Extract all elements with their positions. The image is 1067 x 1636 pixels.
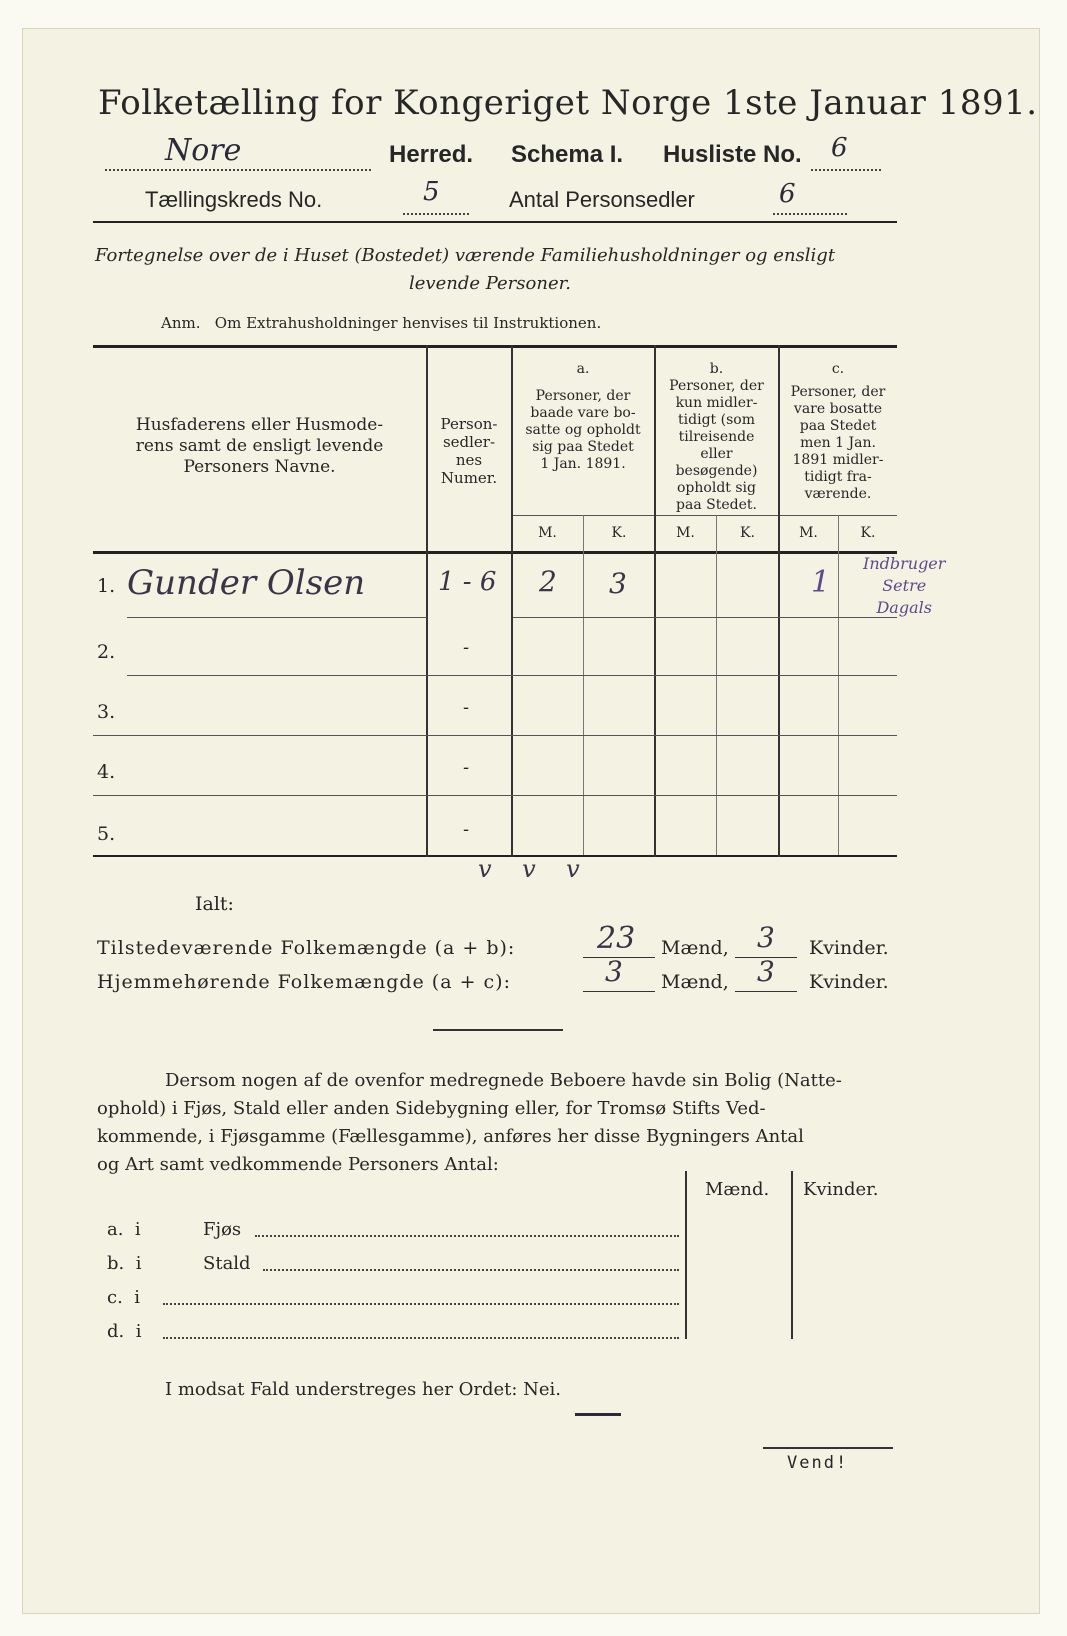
kvinder-column-head: Kvinder. xyxy=(803,1179,879,1200)
col-c-m: M. xyxy=(799,525,818,541)
col-b-m: M. xyxy=(676,525,695,541)
antal-label: Antal Personsedler xyxy=(509,187,695,212)
schema-label: Schema I. xyxy=(511,141,624,168)
herred-field xyxy=(105,133,371,171)
intro-line1: Fortegnelse over de i Huset (Bostedet) værende Familiehusholdninger og ensligt xyxy=(95,245,836,266)
person-name: Gunder Olsen xyxy=(127,563,366,603)
hjemme-kvinder: 3 xyxy=(757,955,775,988)
table-row: 1. Gunder Olsen 1 - 6 2 3 1 Indbruger Setre Dagals xyxy=(97,554,946,617)
nei-underline xyxy=(575,1413,621,1416)
tilstede-label: Tilstedeværende Folkemængde (a + b): xyxy=(97,937,516,959)
form-title: Folketælling for Kongeriget Norge 1ste Januar 1891. xyxy=(98,83,1038,123)
herred-value: Nore xyxy=(165,133,242,168)
col-name-header: Husfaderens eller Husmode- rens samt de ensligt levende Personers Navne. xyxy=(135,415,384,477)
vend-label: Vend! xyxy=(787,1453,849,1473)
ialt-label: Ialt: xyxy=(195,893,234,915)
col-num-header: Person- sedler- nes Numer. xyxy=(440,415,498,487)
header-rule xyxy=(93,221,897,223)
antal-field xyxy=(773,179,847,215)
divider xyxy=(433,1029,563,1031)
col-a-header: a. Personer, der baade vare bo- satte og opholdt sig paa Stedet 1 Jan. 1891. xyxy=(525,361,641,472)
kreds-field xyxy=(403,177,469,215)
anm-note: Anm. Om Extrahusholdninger henvises til Instruktionen. xyxy=(161,314,602,332)
col-c-header: c. Personer, der vare bosatte paa Stedet men 1 Jan. 1891 midler- tidigt fra- værende. xyxy=(790,361,886,502)
table-row: 2. - xyxy=(93,627,897,687)
antal-value: 6 xyxy=(779,179,796,209)
table-row: 5. - xyxy=(97,819,470,845)
col-a-k: K. xyxy=(611,525,627,541)
col-b-k: K. xyxy=(740,525,755,541)
hjemme-label: Hjemmehørende Folkemængde (a + c): xyxy=(97,971,511,993)
hjemme-maend: 3 xyxy=(605,955,623,988)
kreds-value: 5 xyxy=(423,177,440,207)
checkmarks: v v v xyxy=(478,855,580,883)
col-b-header: b. Personer, der kun midler- tidigt (som tilreisende eller besøgende) opholdt sig paa Stedet. xyxy=(669,361,764,513)
table-row: 4. - xyxy=(93,747,897,807)
tilstede-maend: 23 xyxy=(597,921,636,956)
cell-c-m: 1 xyxy=(811,565,831,600)
census-form-page: Folketælling for Kongeriget Norge 1ste Januar 1891. Nore Herred. Schema I. Husliste No. 6 Tællingskreds No. 5 Antal Personsedler 6 Fortegnelse over de i Huset (Bostedet) værende Familiehusholdninger og ensligt levende Personer. Anm. Om Extrahusholdninger henvises til Instruktionen. Husfaderens eller Husmode- rens samt de ensligt levende Personers Navne. Person- sedler- nes Numer. a. Personer, der baade vare bo- satte og opholdt sig paa Stedet 1 Jan. 1891. b. Personer, der kun midler- tidigt (som tilreisende eller besøgende) opholdt sig paa Stedet. c. Personer, der vare bosatte paa Stedet men 1 Jan. 1891 midler- tidigt fra- værende. M. K. M. K. M. K. 1. Gunder Olsen 1 - 6 2 3 1 Indbruger Setre Dagals 2. - 3. - 4. - 5. - v v v Ialt: Tilstedeværende Folkemængde (a + b): 23 Mænd, 3 Kvinder. Hjemmehørende Folkemængde (a + c): 3 Mænd, 3 Kvinder. Dersom nogen af de ovenfor medregnede Beboere havde sin Bolig (Natte- ophold) i Fjøs, Stald eller anden Sidebygning eller, for Tromsø Stifts Ved- kommende, i Fjøsgamme (Fællesgamme), anføres her disse Bygningers Antal og Art samt vedkommende Personers Antal: Mænd. Kvinder. a. i Fjøs b. i Stald c. i d. i I modsat Fald understreges her Ordet: Nei. Vend! xyxy=(22,28,1040,1614)
maend-column-head: Mænd. xyxy=(705,1179,770,1200)
table-row: 3. - xyxy=(93,687,897,747)
household-table xyxy=(93,345,946,859)
intro-line2: levende Personer. xyxy=(409,273,571,294)
col-c-k: K. xyxy=(860,525,876,541)
person-number: 1 - 6 xyxy=(438,567,497,597)
modsat-line: I modsat Fald understreges her Ordet: Nei. xyxy=(165,1379,562,1400)
husliste-field xyxy=(811,133,881,171)
tilstede-kvinder: 3 xyxy=(757,921,775,954)
sidebygning-paragraph: Dersom nogen af de ovenfor medregnede Beboere havde sin Bolig (Natte- ophold) i Fjøs, Stald eller anden Sidebygning eller, for Tromsø Stifts Ved- kommende, i Fjøsgamme (Fællesgamme), anføres her disse Bygningers Antal og Art samt vedkommende Personers Antal: xyxy=(97,1070,842,1175)
kreds-label: Tællingskreds No. xyxy=(145,187,323,212)
husliste-label: Husliste No. xyxy=(663,141,802,168)
cell-a-k: 3 xyxy=(609,567,627,600)
margin-note: Indbruger Setre Dagals xyxy=(863,554,946,617)
herred-label: Herred. xyxy=(389,141,474,168)
col-a-m: M. xyxy=(538,525,557,541)
cell-a-m: 2 xyxy=(539,565,557,598)
husliste-value: 6 xyxy=(831,133,848,163)
